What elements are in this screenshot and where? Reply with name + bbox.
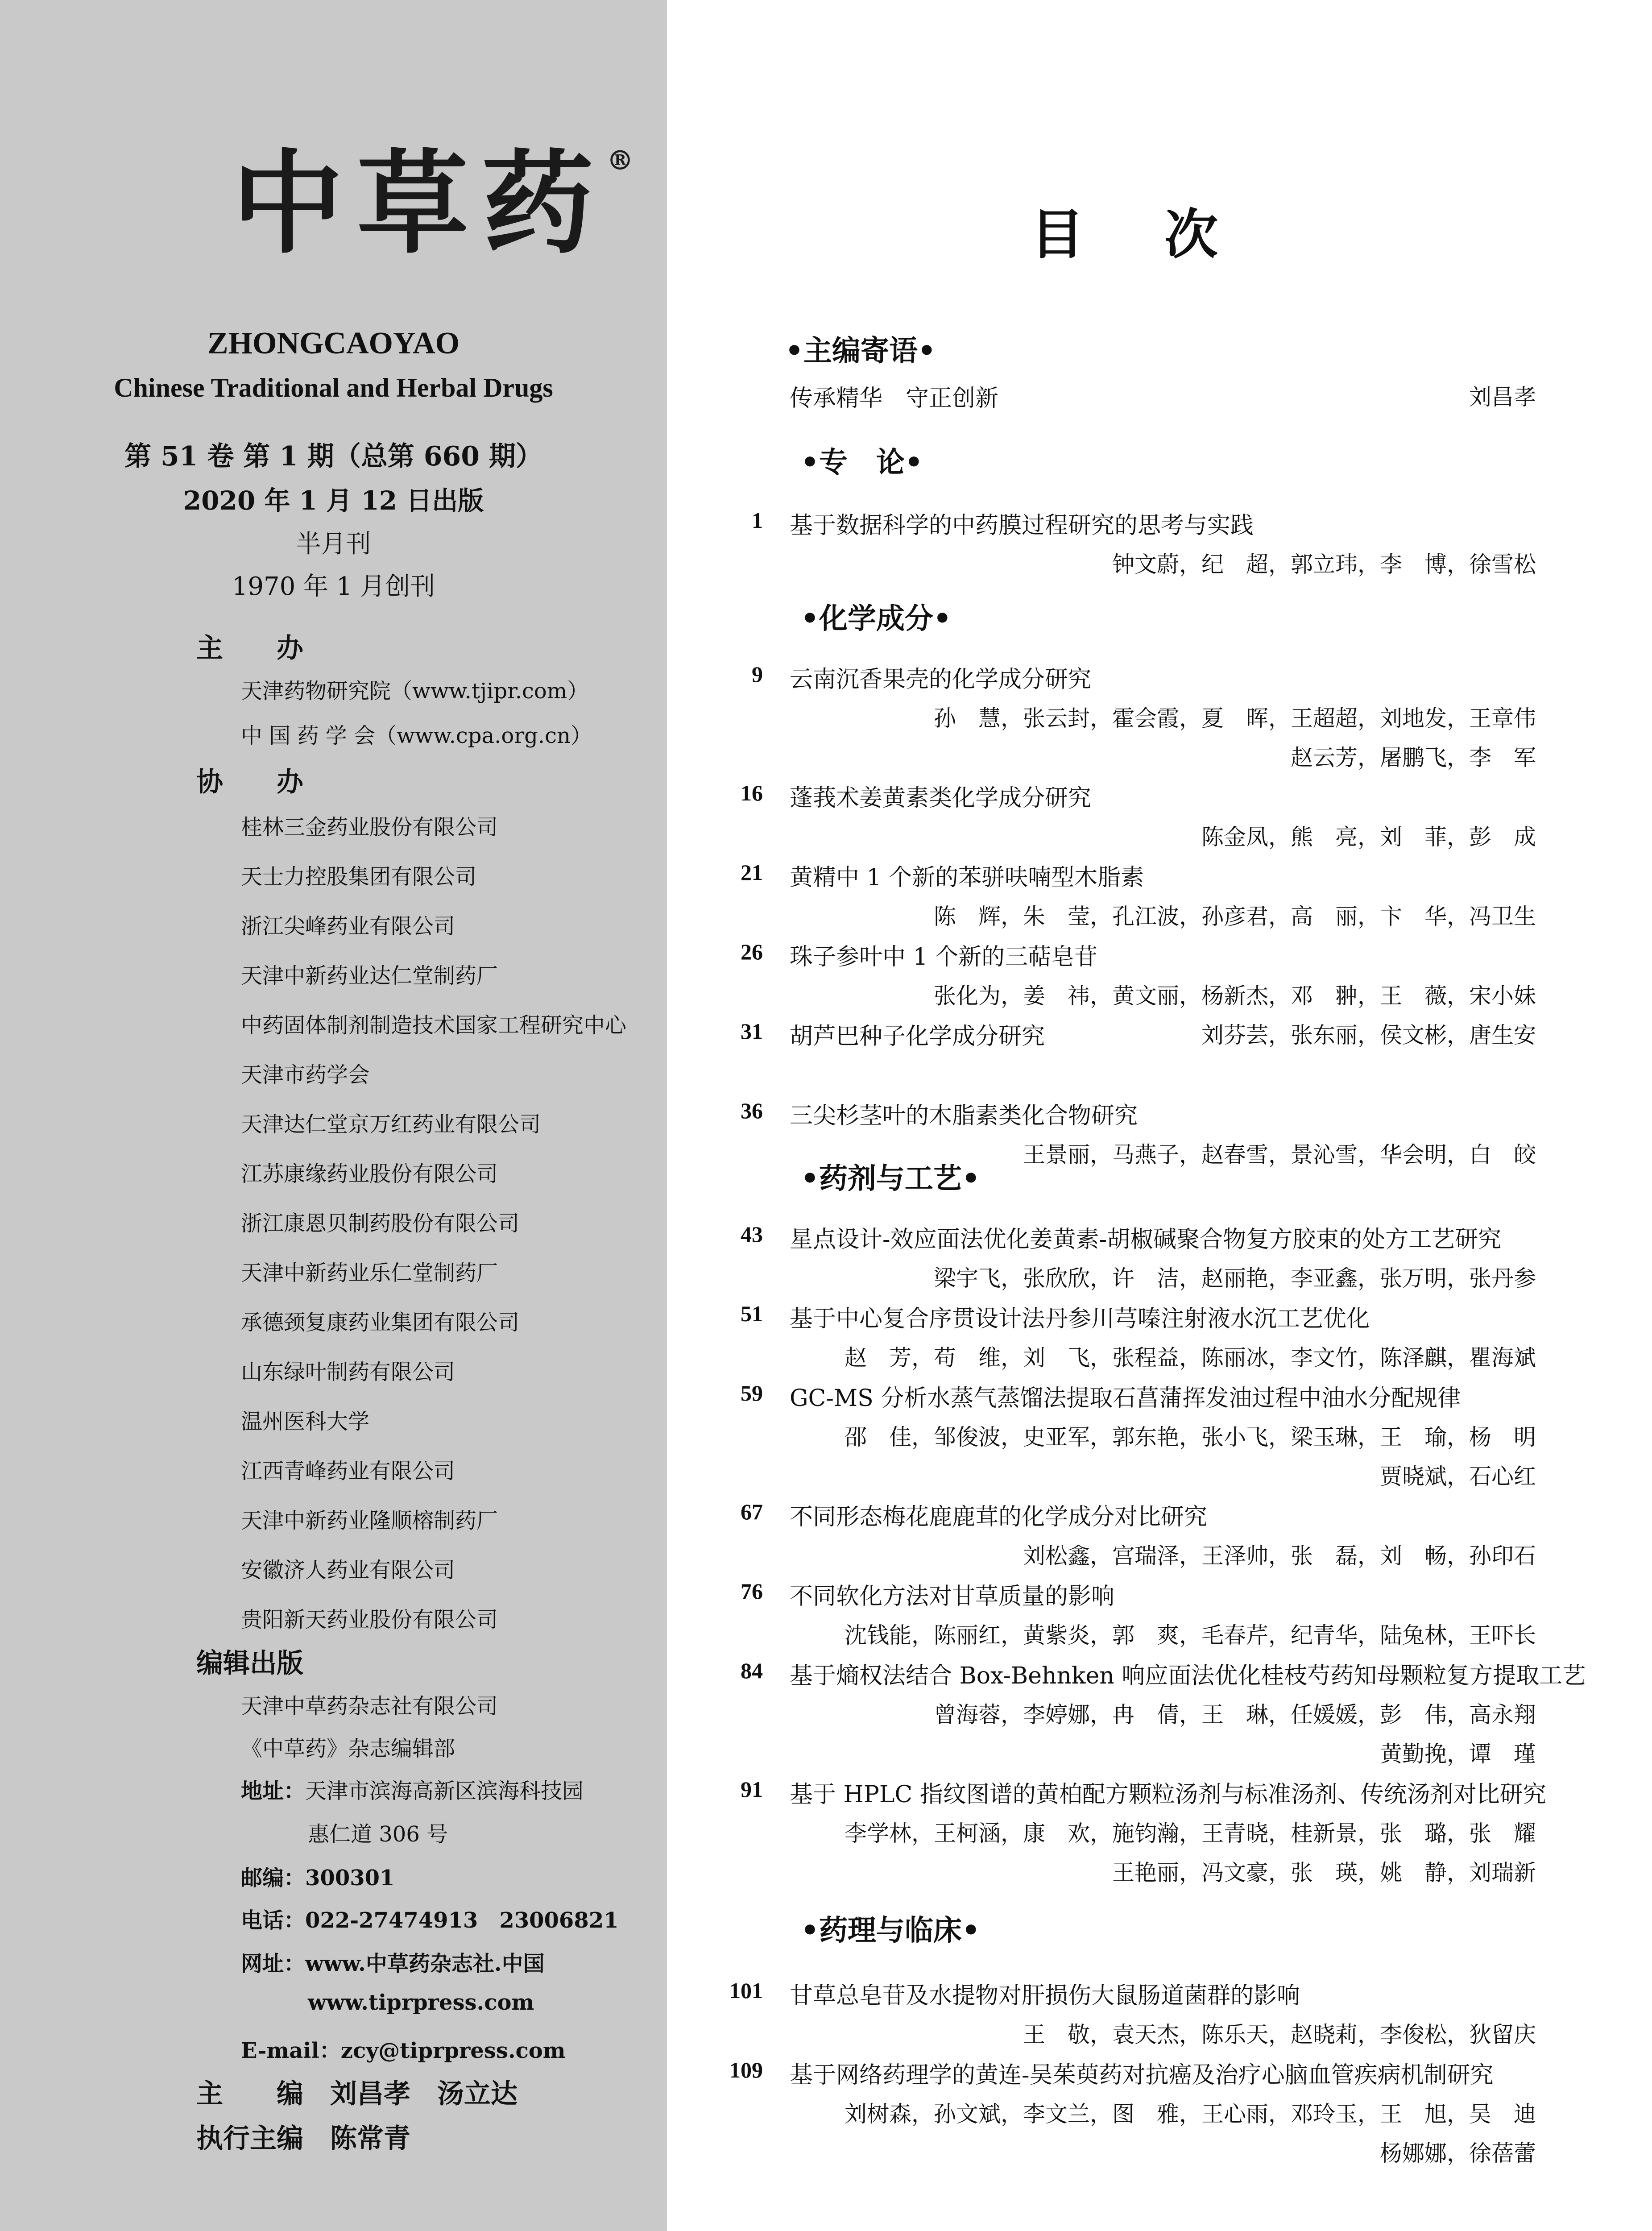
email: E-mail：zcy@tiprpress.com — [241, 2038, 566, 2063]
article-title: 不同软化方法对甘草质量的影响 — [790, 1583, 1115, 1610]
article-title: 基于 HPLC 指纹图谱的黄柏配方颗粒汤剂与标准汤剂、传统汤剂对比研究 — [790, 1781, 1546, 1808]
toc-title: 目次 — [1031, 203, 1298, 266]
article-authors: 曾海蓉，李婷娜，冉 倩，王 琳，任媛媛，彭 伟，高永翔 — [934, 1702, 1536, 1728]
page-number: 109 — [729, 2057, 763, 2082]
page-number: 43 — [741, 1222, 763, 1247]
article-title: 星点设计-效应面法优化姜黄素-胡椒碱聚合物复方胶束的处方工艺研究 — [790, 1226, 1502, 1253]
page-number: 91 — [741, 1777, 763, 1802]
cosponsor-item: 天津中新药业乐仁堂制药厂 — [241, 1261, 498, 1286]
page-number: 26 — [741, 939, 763, 964]
article-title: 黄精中 1 个新的苯骈呋喃型木脂素 — [790, 864, 1144, 891]
article-title: 三尖杉茎叶的木脂素类化合物研究 — [790, 1103, 1138, 1129]
cosponsor-item: 江苏康缘药业股份有限公司 — [241, 1161, 498, 1186]
address-line-2: 惠仁道 306 号 — [308, 1822, 448, 1847]
sponsor-label: 主 办 — [196, 633, 303, 664]
page-number: 59 — [741, 1381, 763, 1406]
page-number: 51 — [741, 1301, 763, 1326]
article-authors: 张化为，姜 祎，黄文丽，杨新杰，邓 翀，王 薇，宋小妹 — [934, 983, 1536, 1009]
publisher-label: 编辑出版 — [196, 1648, 303, 1679]
editorial-dept: 《中草药》杂志编辑部 — [241, 1736, 455, 1761]
article-authors: 王 敬，袁天杰，陈乐天，赵晓莉，李俊松，狄留庆 — [1023, 2022, 1536, 2048]
journal-english-name: Chinese Traditional and Herbal Drugs — [114, 373, 553, 402]
article-authors: 李学林，王柯涵，康 欢，施钧瀚，王青晓，桂新景，张 璐，张 耀 — [845, 1820, 1536, 1846]
article-title: 不同形态梅花鹿鹿茸的化学成分对比研究 — [790, 1504, 1208, 1530]
article-authors: 杨娜娜，徐蓓蕾 — [1380, 2140, 1536, 2166]
article-authors: 刘树森，孙文斌，李文兰，图 雅，王心雨，邓玲玉，王 旭，吴 迪 — [845, 2101, 1536, 2127]
article-title: 胡芦巴种子化学成分研究 — [790, 1023, 1045, 1050]
article-title: 基于中心复合序贯设计法丹参川芎嗪注射液水沉工艺优化 — [790, 1306, 1370, 1332]
founded-date: 1970 年 1 月创刊 — [232, 572, 435, 601]
page-number: 1 — [752, 508, 763, 533]
article-authors: 梁宇飞，张欣欣，许 洁，赵丽艳，李亚鑫，张万明，张丹参 — [934, 1265, 1536, 1291]
cosponsor-item: 天津市药学会 — [241, 1062, 370, 1087]
article-authors: 王艳丽，冯文豪，张 瑛，姚 静，刘瑞新 — [1112, 1860, 1536, 1886]
website-2: www.tiprpress.com — [308, 1990, 534, 2015]
article-title: 蓬莪术姜黄素类化学成分研究 — [790, 785, 1092, 812]
section-heading: •专 论• — [801, 446, 923, 479]
volume-issue: 第 51 卷 第 1 期（总第 660 期） — [124, 441, 542, 472]
cosponsor-item: 天士力控股集团有限公司 — [241, 864, 477, 889]
cosponsor-item: 承德颈复康药业集团有限公司 — [241, 1310, 520, 1335]
page-number: 101 — [729, 1978, 763, 2003]
page-number: 67 — [741, 1499, 763, 1524]
executive-editor: 执行主编 陈常青 — [196, 2123, 410, 2154]
article-authors: 刘昌孝 — [1469, 384, 1536, 410]
cosponsor-item: 天津达仁堂京万红药业有限公司 — [241, 1112, 541, 1137]
page-number: 16 — [741, 780, 763, 805]
sponsor-item: 天津药物研究院（www.tjipr.com） — [241, 679, 589, 704]
address: 地址：天津市滨海高新区滨海科技园 — [241, 1779, 584, 1804]
cosponsor-item: 浙江康恩贝制药股份有限公司 — [241, 1211, 520, 1236]
sponsor-item: 中 国 药 学 会（www.cpa.org.cn） — [241, 723, 592, 748]
website: 网址：www.中草药杂志社.中国 — [241, 1951, 545, 1976]
article-authors: 赵 芳，苟 维，刘 飞，张程益，陈丽冰，李文竹，陈泽麒，瞿海斌 — [845, 1345, 1536, 1371]
section-heading: •主编寄语• — [785, 334, 936, 368]
telephone: 电话：022-27474913 23006821 — [241, 1908, 619, 1933]
article-authors: 刘芬芸，张东丽，侯文彬，唐生安 — [1201, 1022, 1536, 1048]
cosponsor-item: 山东绿叶制药有限公司 — [241, 1360, 455, 1385]
article-authors: 赵云芳，屠鹏飞，李 军 — [1291, 745, 1536, 771]
section-heading: •化学成分• — [801, 602, 952, 635]
cosponsor-item: 安徽济人药业有限公司 — [241, 1558, 455, 1583]
cosponsor-item: 中药固体制剂制造技术国家工程研究中心 — [241, 1013, 627, 1038]
journal-logo: 中草药® — [232, 137, 647, 269]
journal-pinyin-name: ZHONGCAOYAO — [207, 326, 460, 361]
page-number: 36 — [741, 1098, 763, 1123]
cosponsor-item: 贵阳新天药业股份有限公司 — [241, 1607, 498, 1632]
article-title: 基于熵权法结合 Box-Behnken 响应面法优化桂枝芍药知母颗粒复方提取工艺 — [790, 1663, 1586, 1689]
page-number: 31 — [741, 1019, 763, 1044]
article-title: 基于数据科学的中药膜过程研究的思考与实践 — [790, 512, 1254, 539]
article-authors: 刘松鑫，宫瑞泽，王泽帅，张 磊，刘 畅，孙印石 — [1023, 1543, 1536, 1569]
article-authors: 沈钱能，陈丽红，黄紫炎，郭 爽，毛春芹，纪青华，陆兔林，王吓长 — [845, 1622, 1536, 1648]
article-authors: 黄勤挽，谭 瑾 — [1380, 1741, 1536, 1767]
page-number: 9 — [752, 662, 763, 687]
article-authors: 贾晓斌，石心红 — [1380, 1464, 1536, 1489]
article-authors: 邵 佳，邹俊波，史亚军，郭东艳，张小飞，梁玉琳，王 瑜，杨 明 — [845, 1424, 1536, 1450]
publish-date: 2020 年 1 月 12 日出版 — [183, 485, 484, 516]
article-title: 传承精华 守正创新 — [790, 385, 999, 412]
journal-info-sidebar — [0, 0, 667, 2231]
cosponsor-label: 协 办 — [196, 767, 303, 798]
cosponsor-item: 浙江尖峰药业有限公司 — [241, 914, 455, 939]
cosponsor-item: 江西青峰药业有限公司 — [241, 1459, 455, 1484]
article-authors: 孙 慧，张云封，霍会霞，夏 晖，王超超，刘地发，王章伟 — [934, 705, 1536, 731]
article-title: 甘草总皂苷及水提物对肝损伤大鼠肠道菌群的影响 — [790, 1982, 1300, 2009]
frequency: 半月刊 — [296, 530, 371, 559]
cosponsor-item: 温州医科大学 — [241, 1409, 370, 1434]
article-title: GC-MS 分析水蒸气蒸馏法提取石菖蒲挥发油过程中油水分配规律 — [790, 1385, 1461, 1412]
page-number: 21 — [741, 860, 763, 885]
article-authors: 钟文蔚，纪 超，郭立玮，李 博，徐雪松 — [1112, 552, 1536, 577]
article-title: 珠子参叶中 1 个新的三萜皂苷 — [790, 944, 1098, 970]
publisher-company: 天津中草药杂志社有限公司 — [241, 1694, 498, 1719]
article-title: 云南沉香果壳的化学成分研究 — [790, 666, 1092, 693]
article-title: 基于网络药理学的黄连-吴茱萸药对抗癌及治疗心脑血管疾病机制研究 — [790, 2062, 1494, 2089]
cosponsor-item: 桂林三金药业股份有限公司 — [241, 815, 498, 840]
page-number: 76 — [741, 1579, 763, 1604]
chief-editor: 主 编 刘昌孝 汤立达 — [196, 2078, 518, 2110]
cosponsor-item: 天津中新药业达仁堂制药厂 — [241, 963, 498, 988]
article-authors: 陈 辉，朱 莹，孔江波，孙彦君，高 丽，卞 华，冯卫生 — [934, 904, 1536, 929]
page-number: 84 — [741, 1658, 763, 1683]
article-authors: 陈金凤，熊 亮，刘 菲，彭 成 — [1201, 824, 1536, 850]
zip-code: 邮编：300301 — [241, 1866, 395, 1891]
cosponsor-item: 天津中新药业隆顺榕制药厂 — [241, 1508, 498, 1533]
article-authors: 王景丽，马燕子，赵春雪，景沁雪，华会明，白 皎 — [1023, 1142, 1536, 1168]
section-heading: •药理与临床• — [801, 1914, 980, 1947]
section-heading: •药剂与工艺• — [801, 1162, 980, 1195]
